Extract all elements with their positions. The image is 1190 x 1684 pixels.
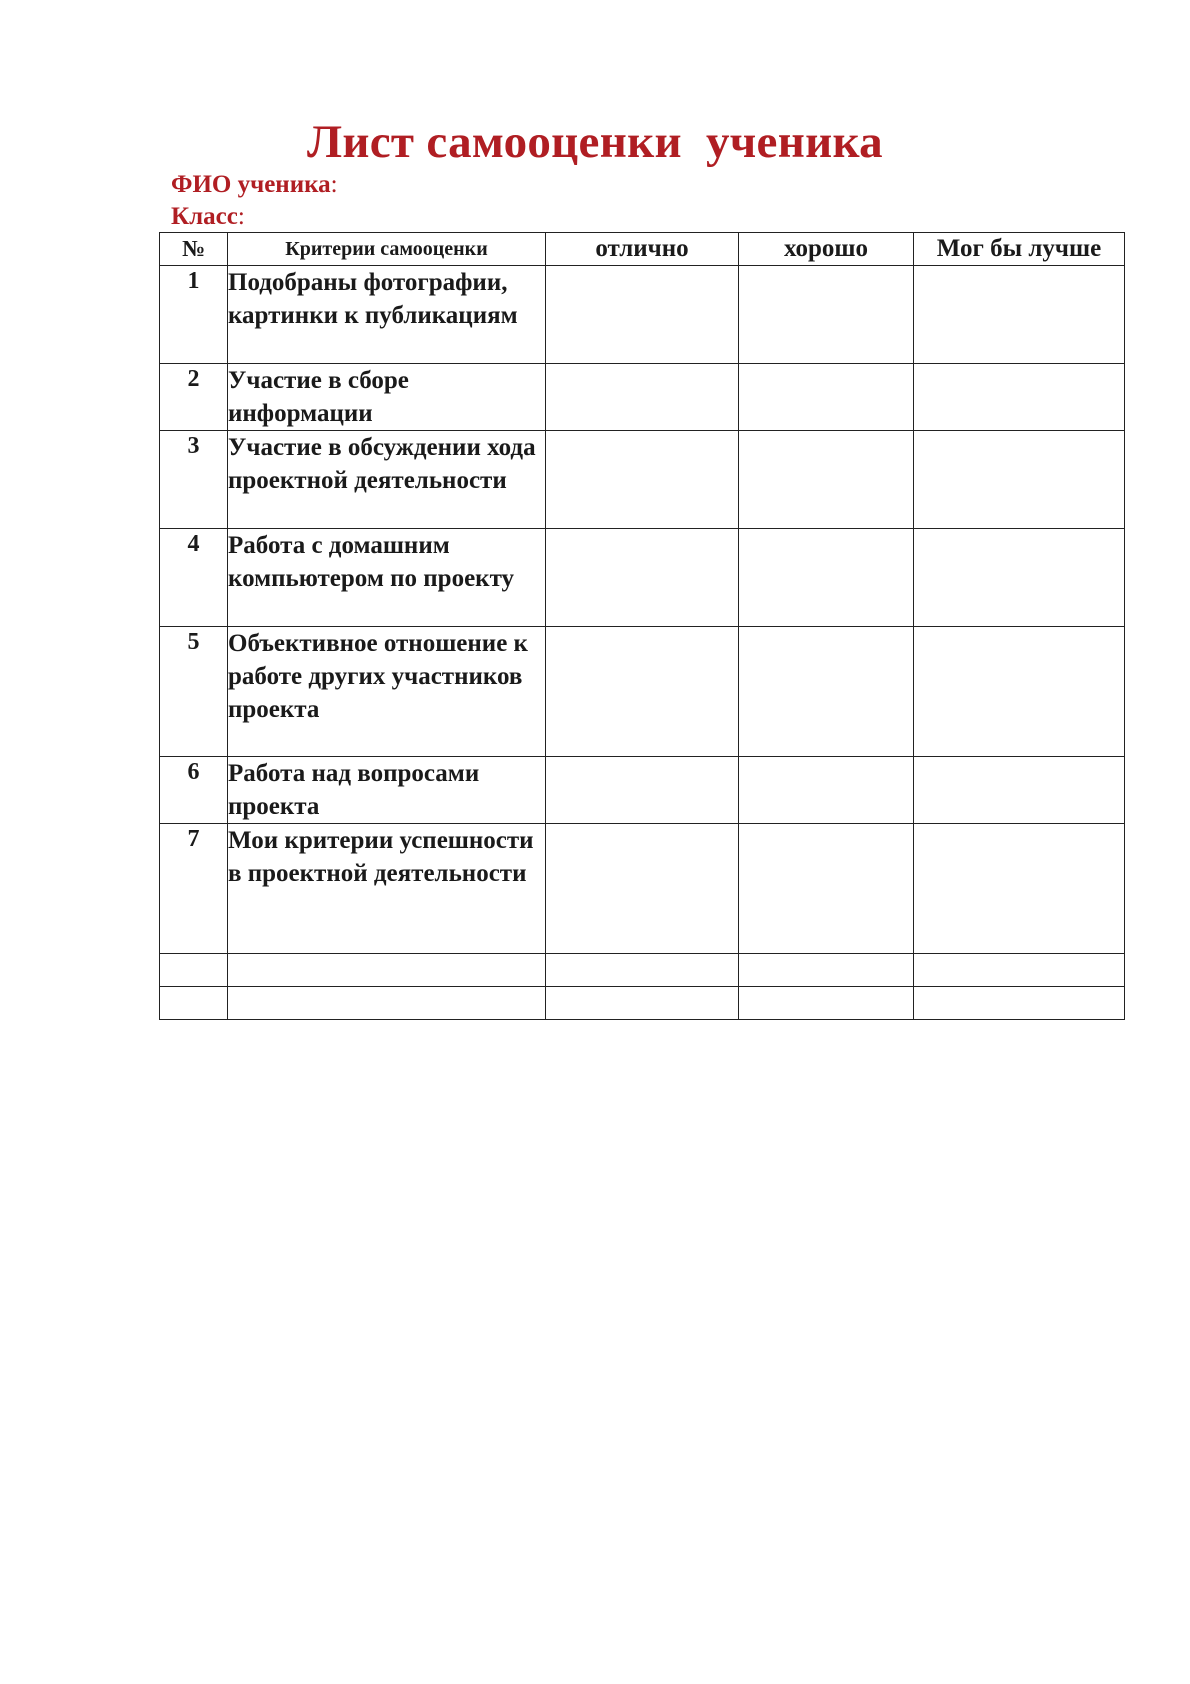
row-number: 5	[160, 627, 228, 757]
row-criteria[interactable]	[228, 987, 546, 1020]
grade-cell-good[interactable]	[739, 266, 914, 364]
grade-cell-could-better[interactable]	[914, 266, 1125, 364]
assessment-table	[159, 232, 1125, 1020]
row-number: 3	[160, 431, 228, 529]
table-row	[160, 431, 1125, 529]
table-row	[160, 757, 1125, 824]
grade-cell-could-better[interactable]	[914, 431, 1125, 529]
grade-cell-could-better[interactable]	[914, 987, 1125, 1020]
grade-cell-good[interactable]	[739, 627, 914, 757]
grade-cell-good[interactable]	[739, 987, 914, 1020]
grade-cell-excellent[interactable]	[546, 364, 739, 431]
table-header-row	[160, 233, 1125, 266]
grade-cell-excellent[interactable]	[546, 824, 739, 954]
class-label	[171, 202, 245, 232]
grade-cell-excellent[interactable]	[546, 627, 739, 757]
row-criteria: Объективное отношение к работе других участников проекта	[228, 627, 546, 757]
row-number: 4	[160, 529, 228, 627]
column-header-criteria: Критерии самооценки	[228, 233, 546, 266]
row-number: 6	[160, 757, 228, 824]
table-row	[160, 364, 1125, 431]
grade-cell-good[interactable]	[739, 954, 914, 987]
student-name-label	[171, 170, 338, 200]
table-row	[160, 627, 1125, 757]
grade-cell-could-better[interactable]	[914, 757, 1125, 824]
grade-cell-good[interactable]	[739, 364, 914, 431]
row-number: 7	[160, 824, 228, 954]
column-header-could-better: Мог бы лучше	[914, 233, 1125, 266]
row-number: 1	[160, 266, 228, 364]
grade-cell-could-better[interactable]	[914, 529, 1125, 627]
grade-cell-good[interactable]	[739, 529, 914, 627]
column-header-good: хорошо	[739, 233, 914, 266]
table-row	[160, 529, 1125, 627]
grade-cell-excellent[interactable]	[546, 529, 739, 627]
student-name-colon: :	[330, 171, 338, 198]
table-row	[160, 824, 1125, 954]
grade-cell-could-better[interactable]	[914, 627, 1125, 757]
grade-cell-excellent[interactable]	[546, 757, 739, 824]
page-title: Лист самооценки ученика	[307, 116, 883, 168]
row-criteria: Работа с домашним компьютером по проекту	[228, 529, 546, 627]
row-criteria: Подобраны фотографии, картинки к публикациям	[228, 266, 546, 364]
grade-cell-good[interactable]	[739, 824, 914, 954]
row-criteria: Участие в сборе информации	[228, 364, 546, 431]
class-label-text: Класс	[171, 203, 238, 230]
student-name-label-text: ФИО ученика	[171, 171, 331, 198]
grade-cell-could-better[interactable]	[914, 364, 1125, 431]
grade-cell-good[interactable]	[739, 757, 914, 824]
class-label-colon: :	[237, 203, 245, 230]
row-criteria[interactable]	[228, 954, 546, 987]
grade-cell-excellent[interactable]	[546, 954, 739, 987]
table-row	[160, 266, 1125, 364]
row-number: 2	[160, 364, 228, 431]
grade-cell-excellent[interactable]	[546, 431, 739, 529]
row-criteria: Мои критерии успешности в проектной деятельности	[228, 824, 546, 954]
grade-cell-excellent[interactable]	[546, 987, 739, 1020]
table-row-empty	[160, 954, 1125, 987]
row-number[interactable]	[160, 954, 228, 987]
row-number[interactable]	[160, 987, 228, 1020]
grade-cell-could-better[interactable]	[914, 954, 1125, 987]
row-criteria: Работа над вопросами проекта	[228, 757, 546, 824]
grade-cell-could-better[interactable]	[914, 824, 1125, 954]
column-header-excellent: отлично	[546, 233, 739, 266]
table-row-empty	[160, 987, 1125, 1020]
grade-cell-excellent[interactable]	[546, 266, 739, 364]
row-criteria: Участие в обсуждении хода проектной деятельности	[228, 431, 546, 529]
column-header-number: №	[160, 233, 228, 266]
grade-cell-good[interactable]	[739, 431, 914, 529]
